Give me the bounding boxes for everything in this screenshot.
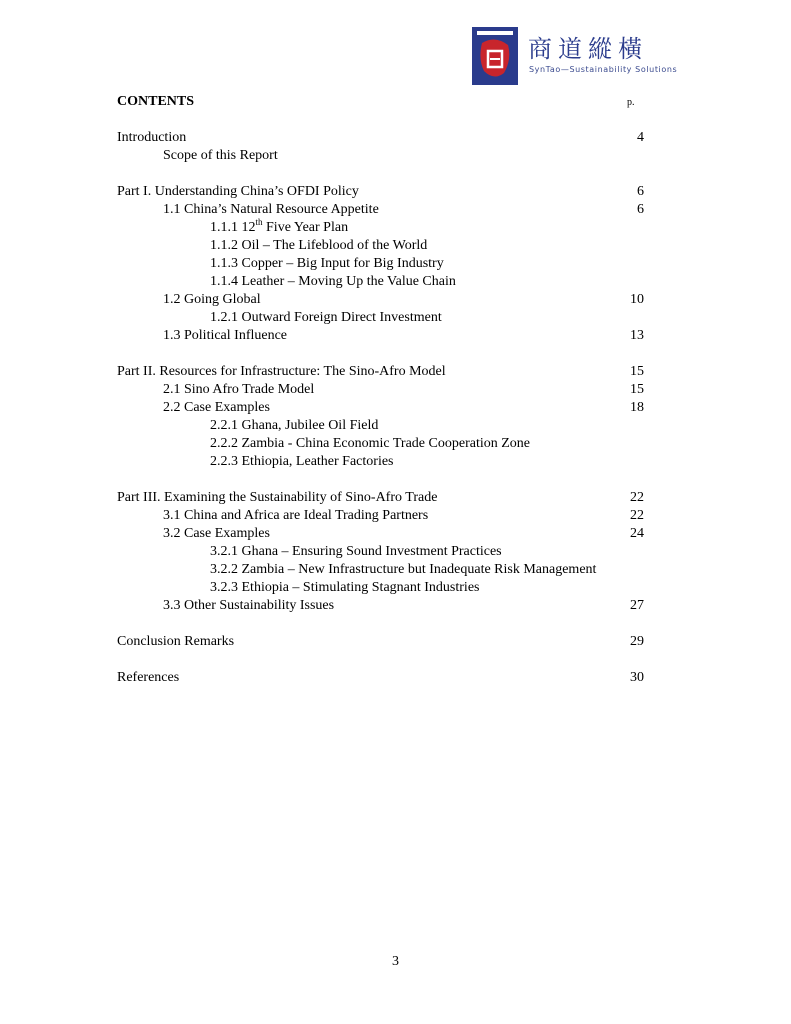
toc-page-number: 4 — [637, 130, 644, 145]
toc-entry-text: 2.1 Sino Afro Trade Model — [163, 382, 315, 397]
toc-entry-part-2 — [117, 363, 657, 381]
toc-entry-text: 1.1.2 Oil – The Lifeblood of the World — [210, 238, 428, 253]
toc-entry-text: 3.2.3 Ethiopia – Stimulating Stagnant Industries — [210, 580, 480, 595]
toc-entry-2-2-1 — [117, 417, 657, 435]
toc-entry-text: 3.2.1 Ghana – Ensuring Sound Investment Practices — [210, 544, 502, 559]
toc-entry-part-3 — [117, 489, 657, 507]
toc-entry-scope — [117, 147, 657, 165]
toc-entry-text: 3.2.2 Zambia – New Infrastructure but Inadequate Risk Management — [210, 562, 597, 577]
toc-entry-3-2-3 — [117, 579, 657, 597]
toc-entry-text: 1.1 China’s Natural Resource Appetite — [163, 202, 379, 217]
toc-entry-text: 2.2.3 Ethiopia, Leather Factories — [210, 454, 394, 469]
toc-entry-text: 1.1.3 Copper – Big Input for Big Industry — [210, 256, 444, 271]
toc-entry-text: 1.2.1 Outward Foreign Direct Investment — [210, 310, 442, 325]
toc-entry-text: 2.2.2 Zambia - China Economic Trade Cooperation Zone — [210, 436, 530, 451]
logo-english-text: SynTao—Sustainability Solutions — [529, 65, 678, 74]
page-column-label: p. — [627, 97, 635, 108]
logo-chinese-text: 商道縱橫 — [528, 35, 648, 63]
toc-entry-2-2-3 — [117, 453, 657, 471]
toc-entry-3-2-2 — [117, 561, 657, 579]
toc-entry-3-1 — [117, 507, 657, 525]
toc-entry-text: Conclusion Remarks — [117, 634, 235, 649]
toc-entry-text: 1.1.1 12 — [210, 220, 256, 235]
toc-entry-1-1 — [117, 201, 657, 219]
toc-entry-text: Scope of this Report — [163, 148, 278, 163]
toc-page-number: 30 — [630, 670, 644, 685]
syntao-logo — [470, 25, 678, 87]
toc-entry-text: References — [117, 670, 180, 685]
toc-entry-1-1-4 — [117, 273, 657, 291]
toc-page-number: 22 — [630, 508, 644, 523]
toc-entry-1-2 — [117, 291, 657, 309]
toc-entry-text: 2.2.1 Ghana, Jubilee Oil Field — [210, 418, 379, 433]
toc-entry-text: Part I. Understanding China’s OFDI Policy — [117, 184, 359, 199]
toc-entry-references — [117, 669, 657, 687]
contents-title: CONTENTS — [117, 94, 195, 109]
toc-page-number: 18 — [630, 400, 644, 415]
toc-entry-2-1 — [117, 381, 657, 399]
page-number: 3 — [392, 954, 399, 969]
syntao-emblem-icon — [470, 25, 520, 87]
toc-entry-text: 3.3 Other Sustainability Issues — [163, 598, 335, 613]
toc-entry-text: 3.1 China and Africa are Ideal Trading Partners — [163, 508, 429, 523]
toc-page-number: 22 — [630, 490, 644, 505]
toc-page-number: 6 — [637, 184, 644, 199]
toc-page-number: 24 — [630, 526, 644, 541]
toc-entry-introduction — [117, 129, 657, 147]
toc-entry-part-1 — [117, 183, 657, 201]
toc-entry-2-2 — [117, 399, 657, 417]
toc-entry-1-1-1 — [117, 219, 657, 237]
toc-entry-1-2-1 — [117, 309, 657, 327]
toc-page-number: 13 — [630, 328, 644, 343]
toc-entry-2-2-2 — [117, 435, 657, 453]
toc-entry-conclusion — [117, 633, 657, 651]
toc-entry-1-1-3 — [117, 255, 657, 273]
toc-entry-text: 1.1.4 Leather – Moving Up the Value Chain — [210, 274, 456, 289]
toc-entry-text: Introduction — [117, 130, 187, 145]
toc-entry-text: 2.2 Case Examples — [163, 400, 270, 415]
toc-entry-text: Part II. Resources for Infrastructure: The Sino-Afro Model — [117, 364, 446, 379]
toc-entry-3-3 — [117, 597, 657, 615]
toc-entry-1-3 — [117, 327, 657, 345]
toc-entry-1-1-2 — [117, 237, 657, 255]
toc-page-number: 29 — [630, 634, 644, 649]
toc-entry-text: 3.2 Case Examples — [163, 526, 270, 541]
toc-entry-text-suffix: Five Year Plan — [262, 220, 349, 235]
table-of-contents — [117, 129, 657, 687]
toc-page-number: 27 — [630, 598, 644, 613]
toc-page-number: 10 — [630, 292, 644, 307]
toc-entry-text: 1.2 Going Global — [163, 292, 261, 307]
toc-page-number: 6 — [637, 202, 644, 217]
toc-entry-superscript: th — [255, 217, 263, 227]
toc-page-number: 15 — [630, 364, 644, 379]
toc-page-number: 15 — [630, 382, 644, 397]
toc-entry-3-2-1 — [117, 543, 657, 561]
toc-entry-text: Part III. Examining the Sustainability of Sino-Afro Trade — [117, 490, 438, 505]
toc-entry-3-2 — [117, 525, 657, 543]
toc-entry-text: 1.3 Political Influence — [163, 328, 288, 343]
